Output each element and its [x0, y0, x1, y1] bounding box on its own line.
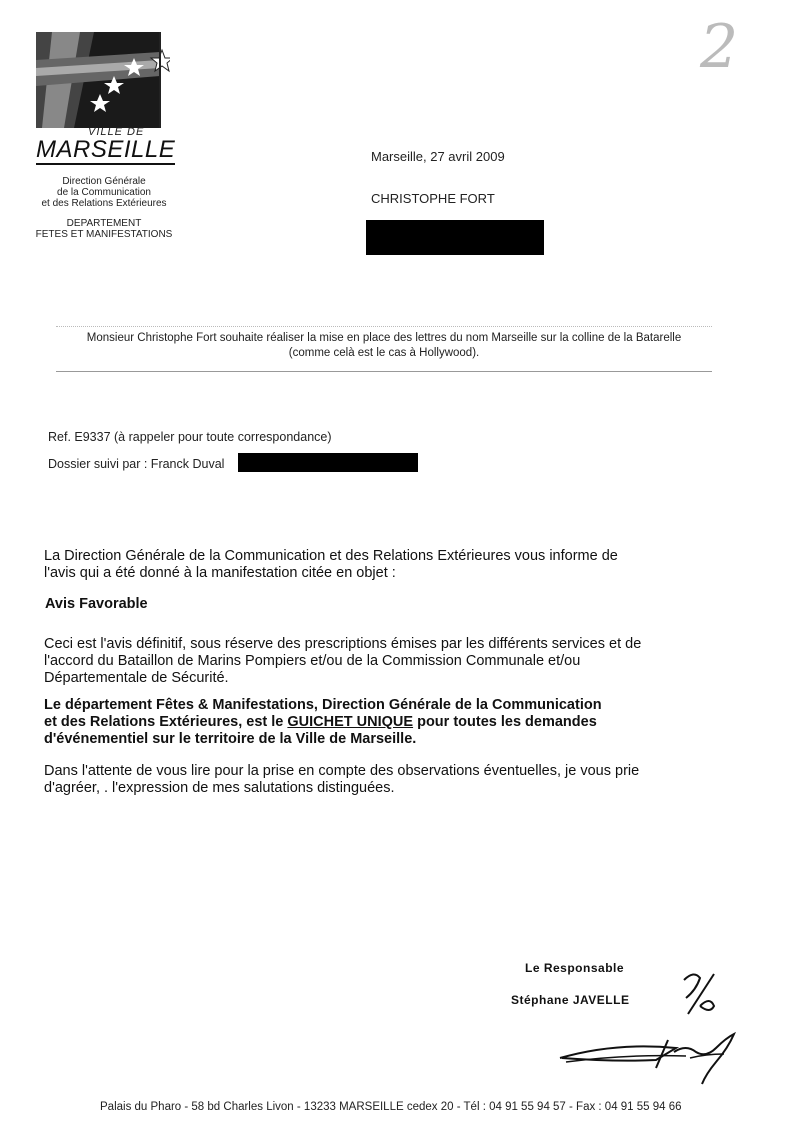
body-paragraph-4	[44, 763, 724, 797]
department-line: DEPARTEMENT	[66, 218, 142, 229]
redacted-address	[366, 220, 544, 255]
text-line: d'événementiel sur le territoire de la Ville de Marseille.	[44, 731, 417, 747]
signer-name: Stéphane JAVELLE	[511, 993, 630, 1007]
logo-city-prefix: VILLE DE	[88, 126, 145, 138]
subject-top-rule	[56, 326, 712, 327]
text-fragment: pour toutes les demandes	[413, 714, 597, 730]
dossier-handler: Dossier suivi par : Franck Duval	[48, 457, 225, 471]
signer-title: Le Responsable	[525, 961, 625, 975]
text-line: l'accord du Bataillon de Marins Pompiers et/ou de la Commission Communale et/ou	[44, 653, 581, 669]
place-date: Marseille, 27 avril 2009	[371, 149, 505, 164]
subject-line: (comme celà est le cas à Hollywood).	[288, 347, 480, 359]
logo-city-name: MARSEILLE	[36, 136, 176, 163]
redacted-contact	[238, 453, 418, 472]
page-number: 2	[700, 12, 739, 82]
signature-initials	[670, 968, 730, 1023]
recipient-name: CHRISTOPHE FORT	[371, 191, 495, 206]
verdict: Avis Favorable	[45, 596, 148, 612]
text-line: Dans l'attente de vous lire pour la prise en compte des observations éventuelles, je vous prie	[44, 763, 640, 779]
guichet-unique: GUICHET UNIQUE	[287, 714, 414, 730]
reference: Ref. E9337 (à rappeler pour toute correspondance)	[48, 430, 332, 444]
text-line: Ceci est l'avis définitif, sous réserve des prescriptions émises par les différents services et de	[44, 636, 642, 652]
department-line: FETES ET MANIFESTATIONS	[35, 229, 173, 240]
text-line: d'agréer, . l'expression de mes salutations distinguées.	[44, 780, 395, 796]
body-paragraph-1	[44, 548, 714, 582]
handwritten-signature	[556, 1028, 756, 1093]
department-line: et des Relations Extérieures	[41, 198, 167, 209]
text-line: La Direction Générale de la Communication et des Relations Extérieures vous informe de	[44, 548, 618, 564]
text-line: Départementale de Sécurité.	[44, 670, 229, 686]
body-paragraph-2	[44, 636, 714, 687]
text-line	[44, 714, 724, 731]
footer-address: Palais du Pharo - 58 bd Charles Livon - 13233 MARSEILLE cedex 20 - Tél : 04 91 55 94 57 - Fax : 04 91 55 94 66	[100, 1101, 682, 1113]
department-line: de la Communication	[57, 187, 151, 198]
body-paragraph-3	[44, 697, 724, 748]
department-line: Direction Générale	[62, 176, 146, 187]
text-line: l'avis qui a été donné à la manifestation citée en objet :	[44, 565, 396, 581]
department-block	[24, 176, 184, 240]
text-fragment: et des Relations Extérieures, est le	[44, 714, 288, 730]
subject-line: Monsieur Christophe Fort souhaite réaliser la mise en place des lettres du nom Marseille sur la colline de la Batarelle	[86, 332, 682, 344]
text-line: Le département Fêtes & Manifestations, Direction Générale de la Communication	[44, 697, 602, 713]
